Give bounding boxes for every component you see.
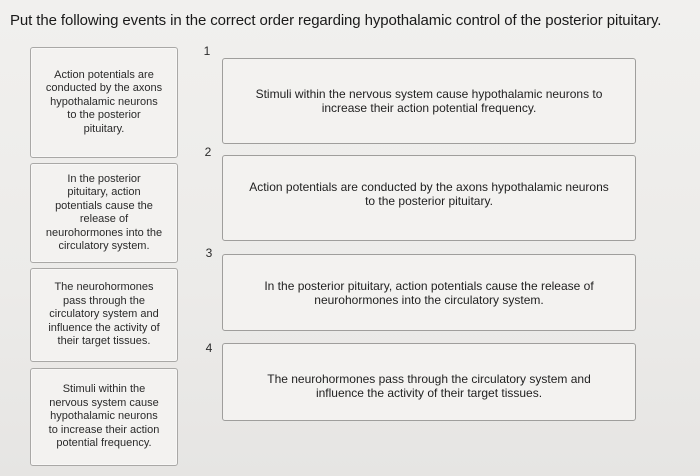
question-prompt: Put the following events in the correct order regarding hypothalamic control of the posterior pituitary. bbox=[10, 12, 662, 29]
order-number-2: 2 bbox=[204, 145, 212, 159]
drag-card-axon-conduction[interactable] bbox=[30, 47, 178, 158]
order-number-4: 4 bbox=[205, 341, 213, 355]
drag-card-stimuli[interactable] bbox=[30, 368, 178, 466]
drag-card-target-tissues[interactable] bbox=[30, 268, 178, 362]
placed-answer[interactable]: Stimuli within the nervous system cause hypothalamic neurons to increase their action potential frequency. bbox=[255, 87, 603, 115]
drop-zone-3[interactable] bbox=[222, 254, 636, 331]
drop-zone-2[interactable] bbox=[222, 155, 636, 241]
drop-zone-1[interactable] bbox=[222, 58, 636, 144]
drag-card-text: In the posterior pituitary, action potentials cause the release of neurohormones into the circulatory system. bbox=[45, 172, 163, 252]
drag-card-neurohormone-release[interactable] bbox=[30, 163, 178, 263]
placed-answer[interactable]: The neurohormones pass through the circulatory system and influence the activity of their target tissues. bbox=[267, 372, 591, 400]
placed-answer[interactable]: Action potentials are conducted by the axons hypothalamic neurons to the posterior pituitary. bbox=[249, 180, 609, 208]
order-number-1: 1 bbox=[203, 44, 211, 58]
drag-card-text: The neurohormones pass through the circulatory system and influence the activity of their target tissues. bbox=[48, 281, 160, 348]
drag-card-text: Stimuli within the nervous system cause hypothalamic neurons to increase their action potential frequency. bbox=[48, 383, 160, 450]
placed-answer[interactable]: In the posterior pituitary, action potentials cause the release of neurohormones into the circulatory system. bbox=[264, 279, 594, 307]
order-number-3: 3 bbox=[205, 246, 213, 260]
drag-card-text: Action potentials are conducted by the axons hypothalamic neurons to the posterior pituitary. bbox=[45, 68, 163, 135]
drop-zone-4[interactable] bbox=[222, 343, 636, 421]
